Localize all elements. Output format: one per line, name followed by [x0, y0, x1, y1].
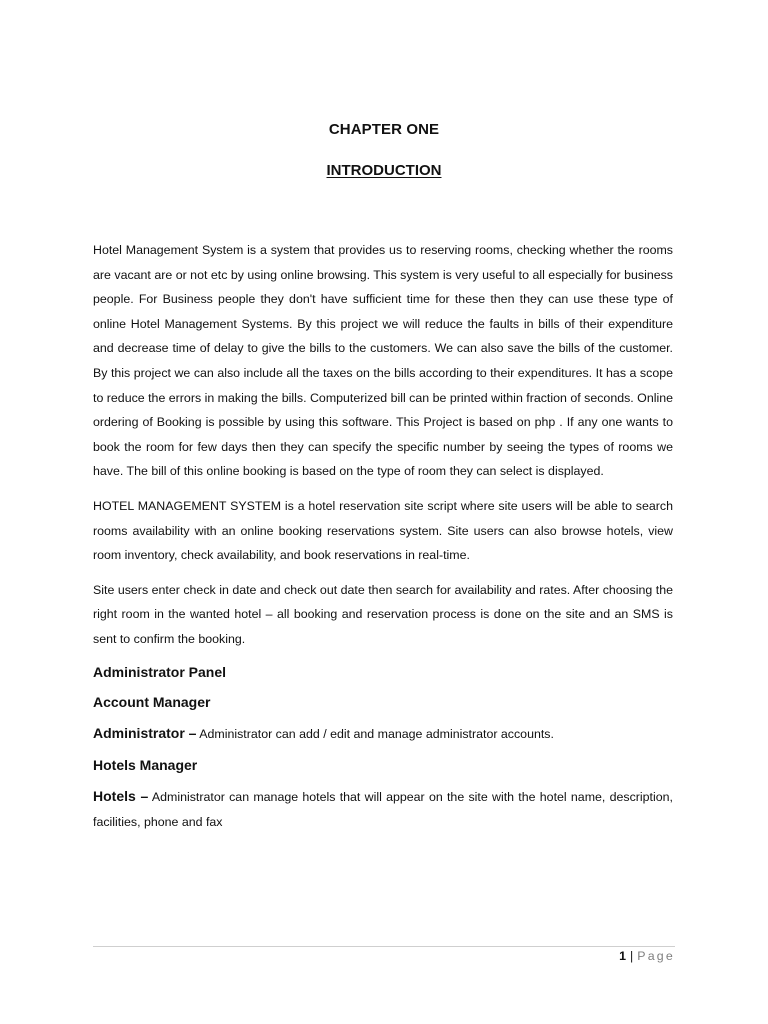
hotels-term: Hotels – [93, 788, 149, 805]
chapter-title: CHAPTER ONE [328, 121, 440, 138]
hotels-item [93, 784, 673, 834]
section-title: INTRODUCTION [326, 162, 442, 179]
account-manager-heading: Account Manager [93, 693, 211, 710]
page-label: Page [637, 949, 675, 963]
intro-paragraph-2: HOTEL MANAGEMENT SYSTEM is a hotel reservation site script where site users will be able to search rooms availability with an online booking reservations system. Site users can also browse hotels, view room inventory, check availability, and book reservations in real-time. [93, 498, 673, 563]
page-number: 1 [619, 949, 627, 963]
intro-paragraph-1: Hotel Management System is a system that provides us to reserving rooms, checking whether the rooms are vacant are or not etc by using online browsing. This system is very useful to all especially for business people. For Business people they don't have sufficient time for these then they can use these type of online Hotel Management Systems. By this project we will reduce the faults in bills of their expenditure and decrease time of delay to give the bills to the customers. We can also save the bills of the customer. By this project we can also include all the taxes on the bills according to their expenditures. It has a scope to reduce the errors in making the bills. Computerized bill can be printed within fraction of seconds. Online ordering of Booking is possible by using this software. This Project is based on php . If any one wants to book the room for few days then they can specify the specific number by seeing the types of rooms we have. The bill of this online booking is based on the type of room they can select is displayed. [93, 243, 673, 479]
hotels-manager-heading: Hotels Manager [93, 757, 198, 774]
footer-divider [93, 946, 675, 947]
administrator-term: Administrator – [93, 724, 197, 741]
page-footer [619, 948, 675, 964]
hotels-description: Administrator can manage hotels that will appear on the site with the hotel name, description, facilities, phone and fax [93, 790, 673, 829]
administrator-panel-heading: Administrator Panel [93, 663, 227, 680]
document-body [93, 238, 673, 834]
administrator-item [93, 721, 673, 747]
intro-paragraph-3: Site users enter check in date and check out date then search for availability and rates. After choosing the right room in the wanted hotel – all booking and reservation process is done on the site and an SMS is sent to confirm the booking. [93, 582, 673, 646]
administrator-description: Administrator can add / edit and manage administrator accounts. [199, 726, 554, 741]
footer-separator: | [630, 949, 634, 963]
